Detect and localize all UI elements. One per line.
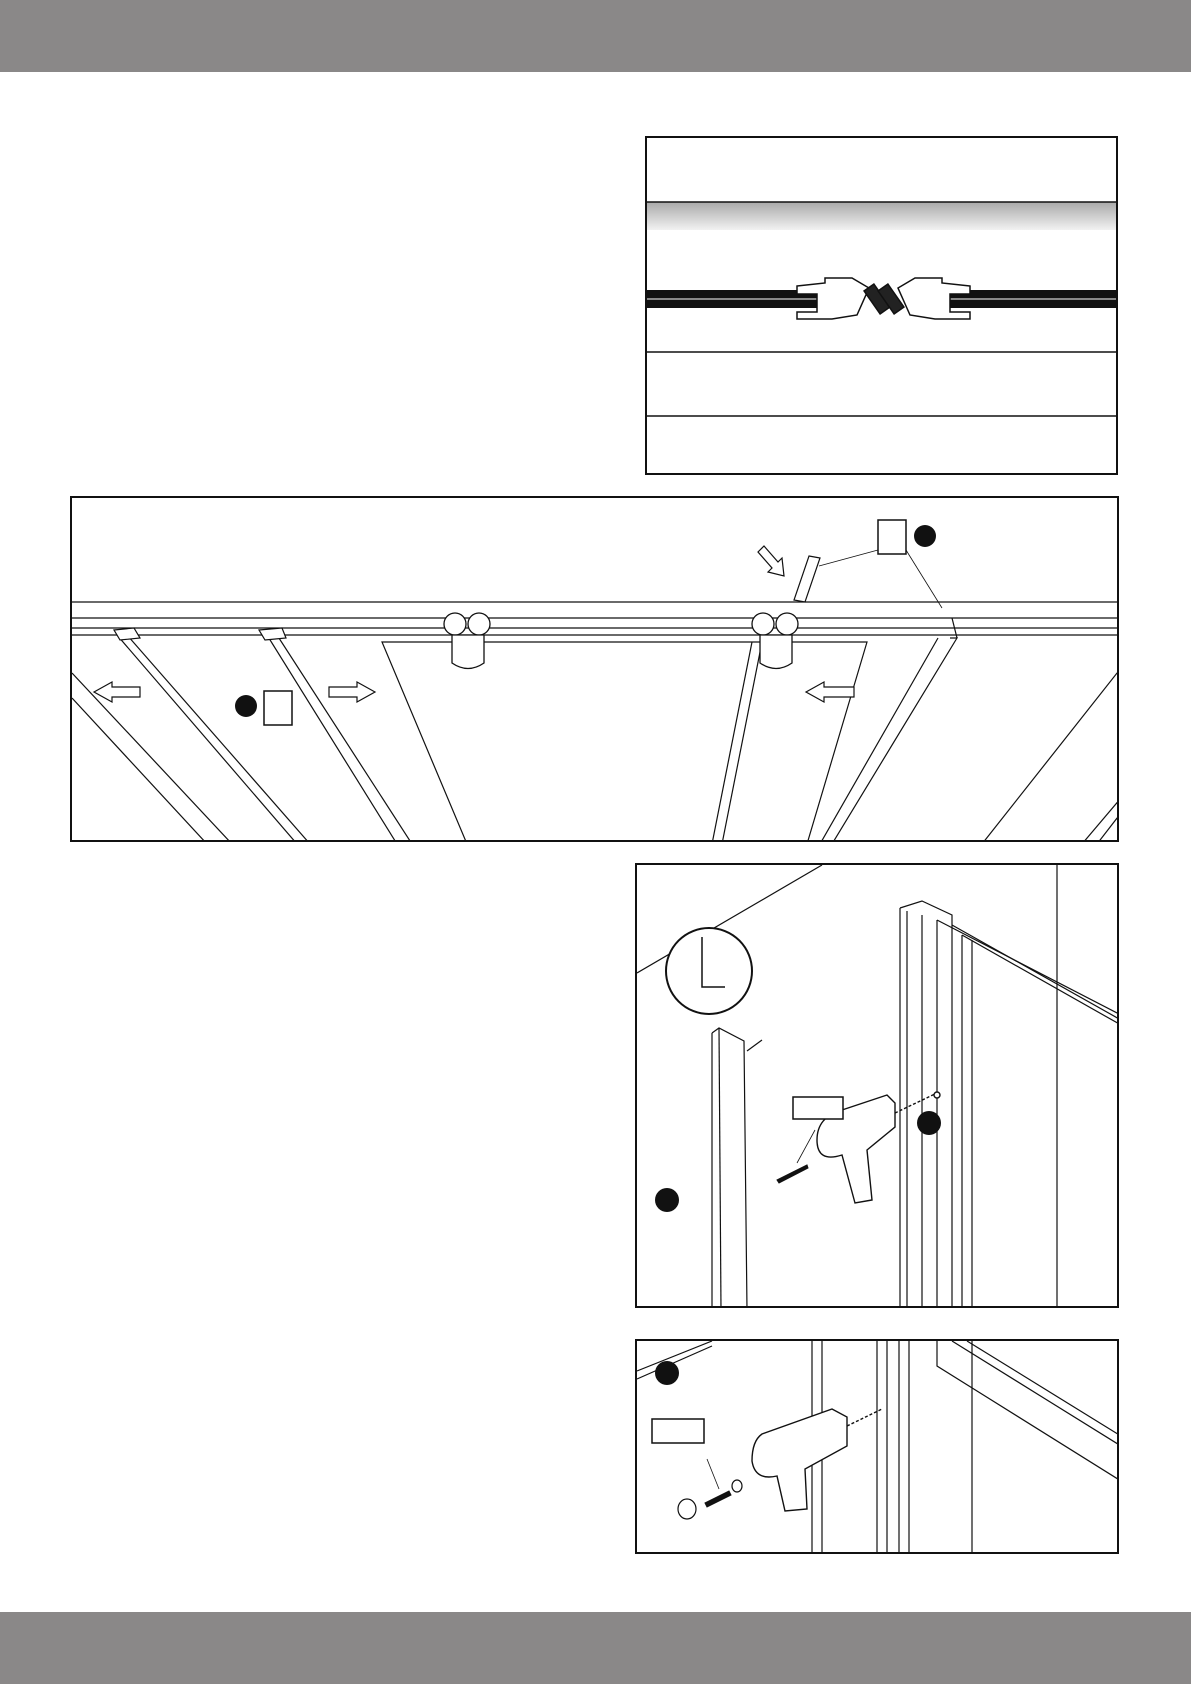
ceiling-shade: [647, 202, 1118, 230]
wall-plug-figure: [635, 1339, 1119, 1554]
step-dot: [655, 1188, 679, 1212]
wall-profile-figure: [635, 863, 1119, 1308]
magnetic-seal-profile: [797, 278, 970, 319]
sliding-doors-drawing: [72, 498, 1119, 842]
step-dot: [914, 525, 936, 547]
wall-plug-drawing: [637, 1341, 1119, 1554]
magnetic-seal-drawing: [647, 138, 1118, 475]
wall-plug-icon: [732, 1480, 742, 1492]
footer-bar: [0, 1612, 1191, 1684]
drill-icon: [752, 1409, 882, 1511]
screw-icon: [777, 1165, 808, 1183]
stopper-piece: [794, 556, 820, 602]
magnetic-seal-figure: [645, 136, 1118, 475]
callout-box: [793, 1097, 843, 1119]
wall-profile-drawing: [637, 865, 1119, 1308]
header-bar: [0, 0, 1191, 72]
step-dot: [917, 1111, 941, 1135]
cap-icon: [678, 1499, 696, 1519]
screw-icon: [705, 1491, 731, 1507]
step-dot: [235, 695, 257, 717]
callout-box: [264, 691, 292, 725]
callout-box: [878, 520, 906, 554]
sliding-doors-figure: [70, 496, 1119, 842]
track-end-left: [114, 628, 286, 640]
arrow-right-icon: [329, 682, 375, 702]
level-detail-icon: [666, 928, 752, 1014]
step-dot: [655, 1361, 679, 1385]
arrow-left-icon: [94, 682, 140, 702]
callout-box: [652, 1419, 704, 1443]
arrow-down-icon: [758, 546, 784, 576]
